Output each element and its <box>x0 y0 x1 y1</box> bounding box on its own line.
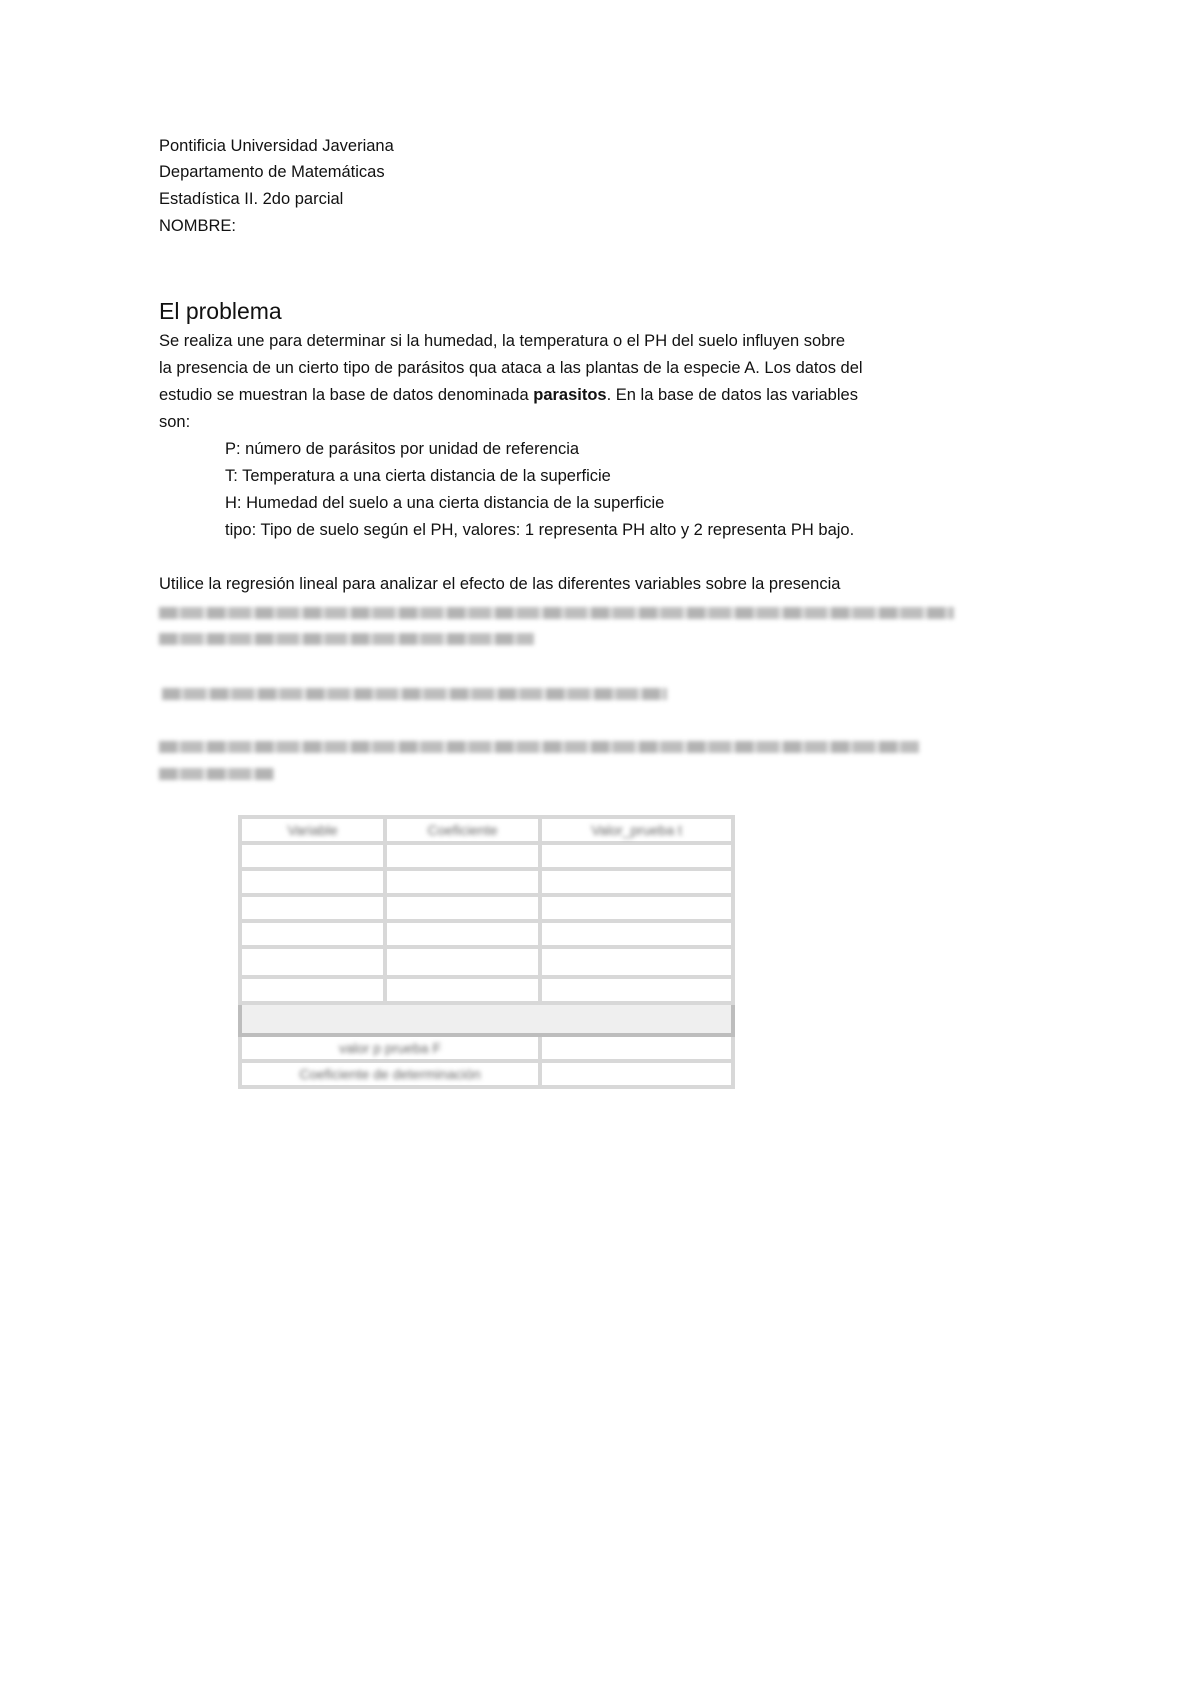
table-cell[interactable] <box>385 869 540 895</box>
paragraph-line: son: <box>159 413 191 431</box>
table-row <box>240 977 733 1003</box>
table-row <box>240 921 733 947</box>
table-cell[interactable] <box>540 977 733 1003</box>
table-row <box>240 947 733 977</box>
department-name: Departamento de Matemáticas <box>159 163 385 181</box>
f-test-label: valor p prueba F <box>240 1035 540 1061</box>
table-cell[interactable] <box>240 947 385 977</box>
paragraph-text: estudio se muestran la base de datos denominada <box>159 386 534 404</box>
table-row <box>240 1035 733 1061</box>
dataset-name: parasitos <box>533 386 607 404</box>
table-cell[interactable] <box>385 947 540 977</box>
table-header <box>240 817 733 843</box>
paragraph-line <box>159 385 858 405</box>
variable-item: T: Temperatura a una cierta distancia de la superficie <box>225 467 611 485</box>
header-coefficient: Coeficiente <box>385 817 540 843</box>
table-row <box>240 869 733 895</box>
table-cell[interactable] <box>540 895 733 921</box>
blurred-text <box>159 607 954 619</box>
merged-cell <box>240 1003 733 1035</box>
table-cell[interactable] <box>540 947 733 977</box>
table-cell[interactable] <box>540 921 733 947</box>
variable-item: P: número de parásitos por unidad de referencia <box>225 440 580 458</box>
table-cell[interactable] <box>540 1035 733 1061</box>
table-row <box>240 1061 733 1087</box>
paragraph-line: la presencia de un cierto tipo de parásitos qua ataca a las plantas de la especie A. Los datos del <box>159 359 863 377</box>
blurred-text <box>159 768 274 780</box>
table-cell[interactable] <box>385 921 540 947</box>
table-row <box>240 843 733 869</box>
table-cell[interactable] <box>385 895 540 921</box>
blurred-text <box>159 633 534 645</box>
paragraph-line: Se realiza une para determinar si la humedad, la temperatura o el PH del suelo influyen sobre <box>159 332 846 350</box>
blurred-text <box>162 688 667 700</box>
table-cell[interactable] <box>540 1061 733 1087</box>
table-cell[interactable] <box>240 921 385 947</box>
table-cell[interactable] <box>385 977 540 1003</box>
header-variable: Variable <box>240 817 385 843</box>
variable-item: H: Humedad del suelo a una cierta distancia de la superficie <box>225 494 665 512</box>
paragraph-text: . En la base de datos las variables <box>606 386 858 404</box>
table-cell[interactable] <box>540 843 733 869</box>
university-name: Pontificia Universidad Javeriana <box>159 137 394 155</box>
table-cell[interactable] <box>240 977 385 1003</box>
table-cell[interactable] <box>240 869 385 895</box>
table-cell[interactable] <box>540 869 733 895</box>
instruction-line: Utilice la regresión lineal para analizar el efecto de las diferentes variables sobre la presencia <box>159 575 841 593</box>
table-cell[interactable] <box>240 895 385 921</box>
table-separator-row <box>240 1003 733 1035</box>
table-cell[interactable] <box>240 843 385 869</box>
results-table <box>238 815 735 1089</box>
blurred-text <box>159 741 919 753</box>
section-title: El problema <box>159 298 282 324</box>
name-label: NOMBRE: <box>159 217 237 235</box>
header-t-value: Valor_prueba t <box>540 817 733 843</box>
table-row <box>240 895 733 921</box>
r2-label: Coeficiente de determinación <box>240 1061 540 1087</box>
variable-item: tipo: Tipo de suelo según el PH, valores: 1 representa PH alto y 2 representa PH bajo. <box>225 521 855 539</box>
course-exam: Estadística II. 2do parcial <box>159 190 344 208</box>
table-cell[interactable] <box>385 843 540 869</box>
